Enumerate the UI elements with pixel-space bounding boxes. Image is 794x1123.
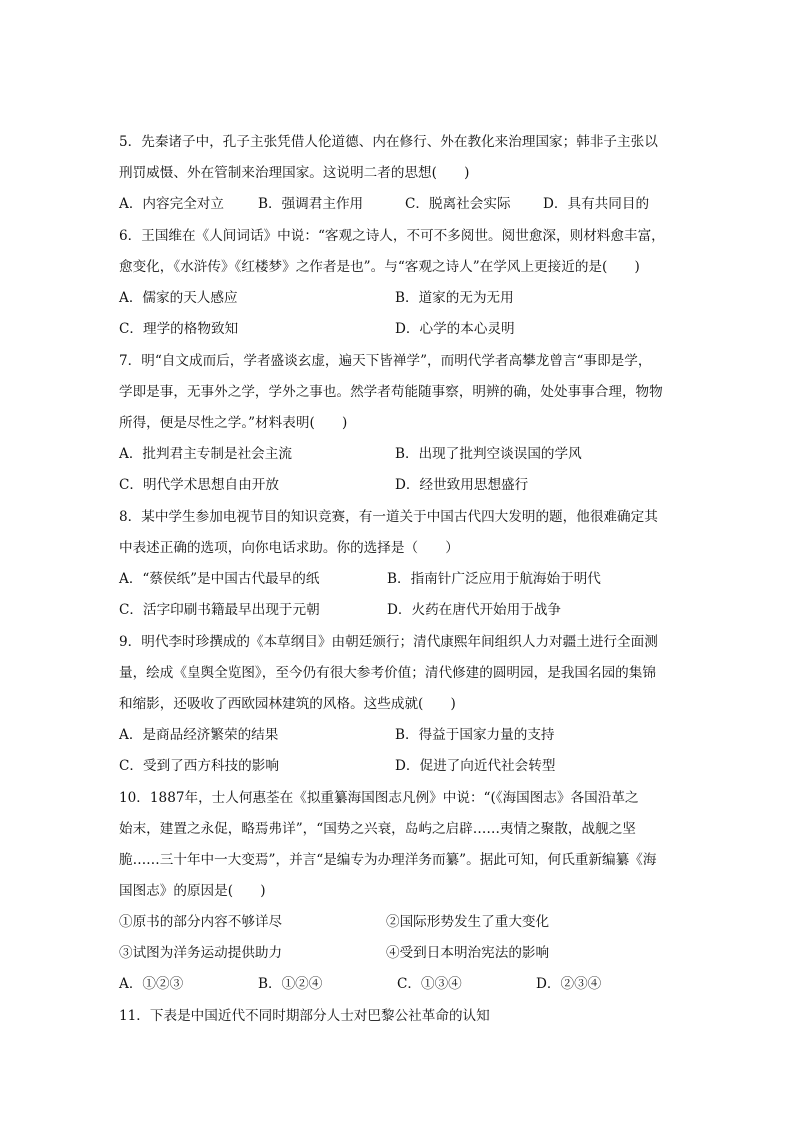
q9-option-d: D．促进了向近代社会转型 bbox=[395, 758, 556, 774]
q6-option-b: B．道家的无为无用 bbox=[395, 290, 514, 306]
q10-stem-line4: 国图志》的原因是( ) bbox=[119, 883, 266, 899]
q8-option-d: D．火药在唐代开始用于战争 bbox=[387, 602, 562, 618]
q7-stem-line2: 学即是事，无事外之学，学外之事也。然学者苟能随事察，明辨的确，处处事事合理，物物 bbox=[119, 384, 663, 400]
q7-option-c: C．明代学术思想自由开放 bbox=[119, 477, 279, 493]
q8-option-b: B．指南针广泛应用于航海始于明代 bbox=[387, 571, 601, 587]
q10-option-c: C．①③④ bbox=[397, 976, 462, 992]
q6-stem-line1: 6．王国维在《人间词话》中说：“客观之诗人，不可不多阅世。阅世愈深，则材料愈丰富， bbox=[119, 228, 665, 244]
q5-option-c: C．脱离社会实际 bbox=[405, 196, 511, 212]
q7-stem-line3: 所得，便是尽性之学。”材料表明( ) bbox=[119, 415, 348, 431]
q9-stem-line1: 9．明代李时珍撰成的《本草纲目》由朝廷颁行；清代康熙年间组织人力对疆土进行全面测 bbox=[119, 634, 658, 650]
q9-option-b: B．得益于国家力量的支持 bbox=[395, 727, 555, 743]
q5-stem-line2: 刑罚威慑、外在管制来治理国家。这说明二者的思想( ) bbox=[119, 165, 470, 181]
q9-option-a: A．是商品经济繁荣的结果 bbox=[119, 727, 279, 743]
q10-option-d: D．②③④ bbox=[536, 976, 602, 992]
q8-option-c: C．活字印刷书籍最早出现于元朝 bbox=[119, 602, 320, 618]
q10-statement-3: ③试图为洋务运动提供助力 bbox=[119, 945, 283, 961]
q10-statement-4: ④受到日本明治宪法的影响 bbox=[386, 945, 550, 961]
q5-option-a: A．内容完全对立 bbox=[119, 196, 224, 212]
q7-option-b: B．出现了批判空谈误国的学风 bbox=[395, 446, 582, 462]
q7-option-a: A．批判君主专制是社会主流 bbox=[119, 446, 292, 462]
q10-option-a: A．①②③ bbox=[119, 976, 184, 992]
q10-stem-line2: 始末，建置之永促，略焉弗详”，“国势之兴衰，岛屿之启辟……夷情之聚散，战舰之坚 bbox=[119, 821, 636, 837]
q7-option-d: D．经世致用思想盛行 bbox=[395, 477, 529, 493]
q5-stem-line1: 5．先秦诸子中，孔子主张凭借人伦道德、内在修行、外在教化来治理国家；韩非子主张以 bbox=[119, 134, 658, 150]
q10-option-b: B．①②④ bbox=[258, 976, 323, 992]
q5-option-b: B．强调君主作用 bbox=[258, 196, 364, 212]
q6-stem-line2: 愈变化，《水浒传》《红楼梦》之作者是也”。与“客观之诗人”在学风上更接近的是( ) bbox=[119, 259, 640, 275]
q8-stem-line2: 中表述正确的选项，向你电话求助。你的选择是（ ） bbox=[119, 540, 459, 556]
q6-option-c: C．理学的格物致知 bbox=[119, 321, 239, 337]
q10-stem-line3: 脆……三十年中一大变焉”，并言“是编专为办理洋务而纂”。据此可知，何氏重新编纂《海 bbox=[119, 852, 657, 868]
q9-stem-line3: 和缩影，还吸收了西欧园林建筑的风格。这些成就( ) bbox=[119, 696, 456, 712]
q5-option-d: D．具有共同目的 bbox=[543, 196, 650, 212]
q10-statement-1: ①原书的部分内容不够详尽 bbox=[119, 914, 283, 930]
q6-option-d: D．心学的本心灵明 bbox=[395, 321, 515, 337]
q9-option-c: C．受到了西方科技的影响 bbox=[119, 758, 279, 774]
q9-stem-line2: 量，绘成《皇舆全览图》，至今仍有很大参考价值；清代修建的圆明园，是我国名园的集锦 bbox=[119, 665, 656, 681]
q10-statement-2: ②国际形势发生了重大变化 bbox=[386, 914, 550, 930]
q8-stem-line1: 8．某中学生参加电视节目的知识竞赛，有一道关于中国古代四大发明的题，他很难确定其 bbox=[119, 509, 658, 525]
q10-stem-line1: 10．1887年，士人何惠荃在《拟重纂海国图志凡例》中说：“(《海国图志》各国沿革之 bbox=[119, 790, 639, 806]
q8-option-a: A．“蔡侯纸”是中国古代最早的纸 bbox=[119, 571, 320, 587]
q7-stem-line1: 7．明“自文成而后，学者盛谈玄虚，遍天下皆禅学”，而明代学者高攀龙曾言“事即是学， bbox=[119, 353, 652, 369]
q6-option-a: A．儒家的天人感应 bbox=[119, 290, 238, 306]
q11-stem-line1: 11．下表是中国近代不同时期部分人士对巴黎公社革命的认知 bbox=[119, 1008, 490, 1024]
